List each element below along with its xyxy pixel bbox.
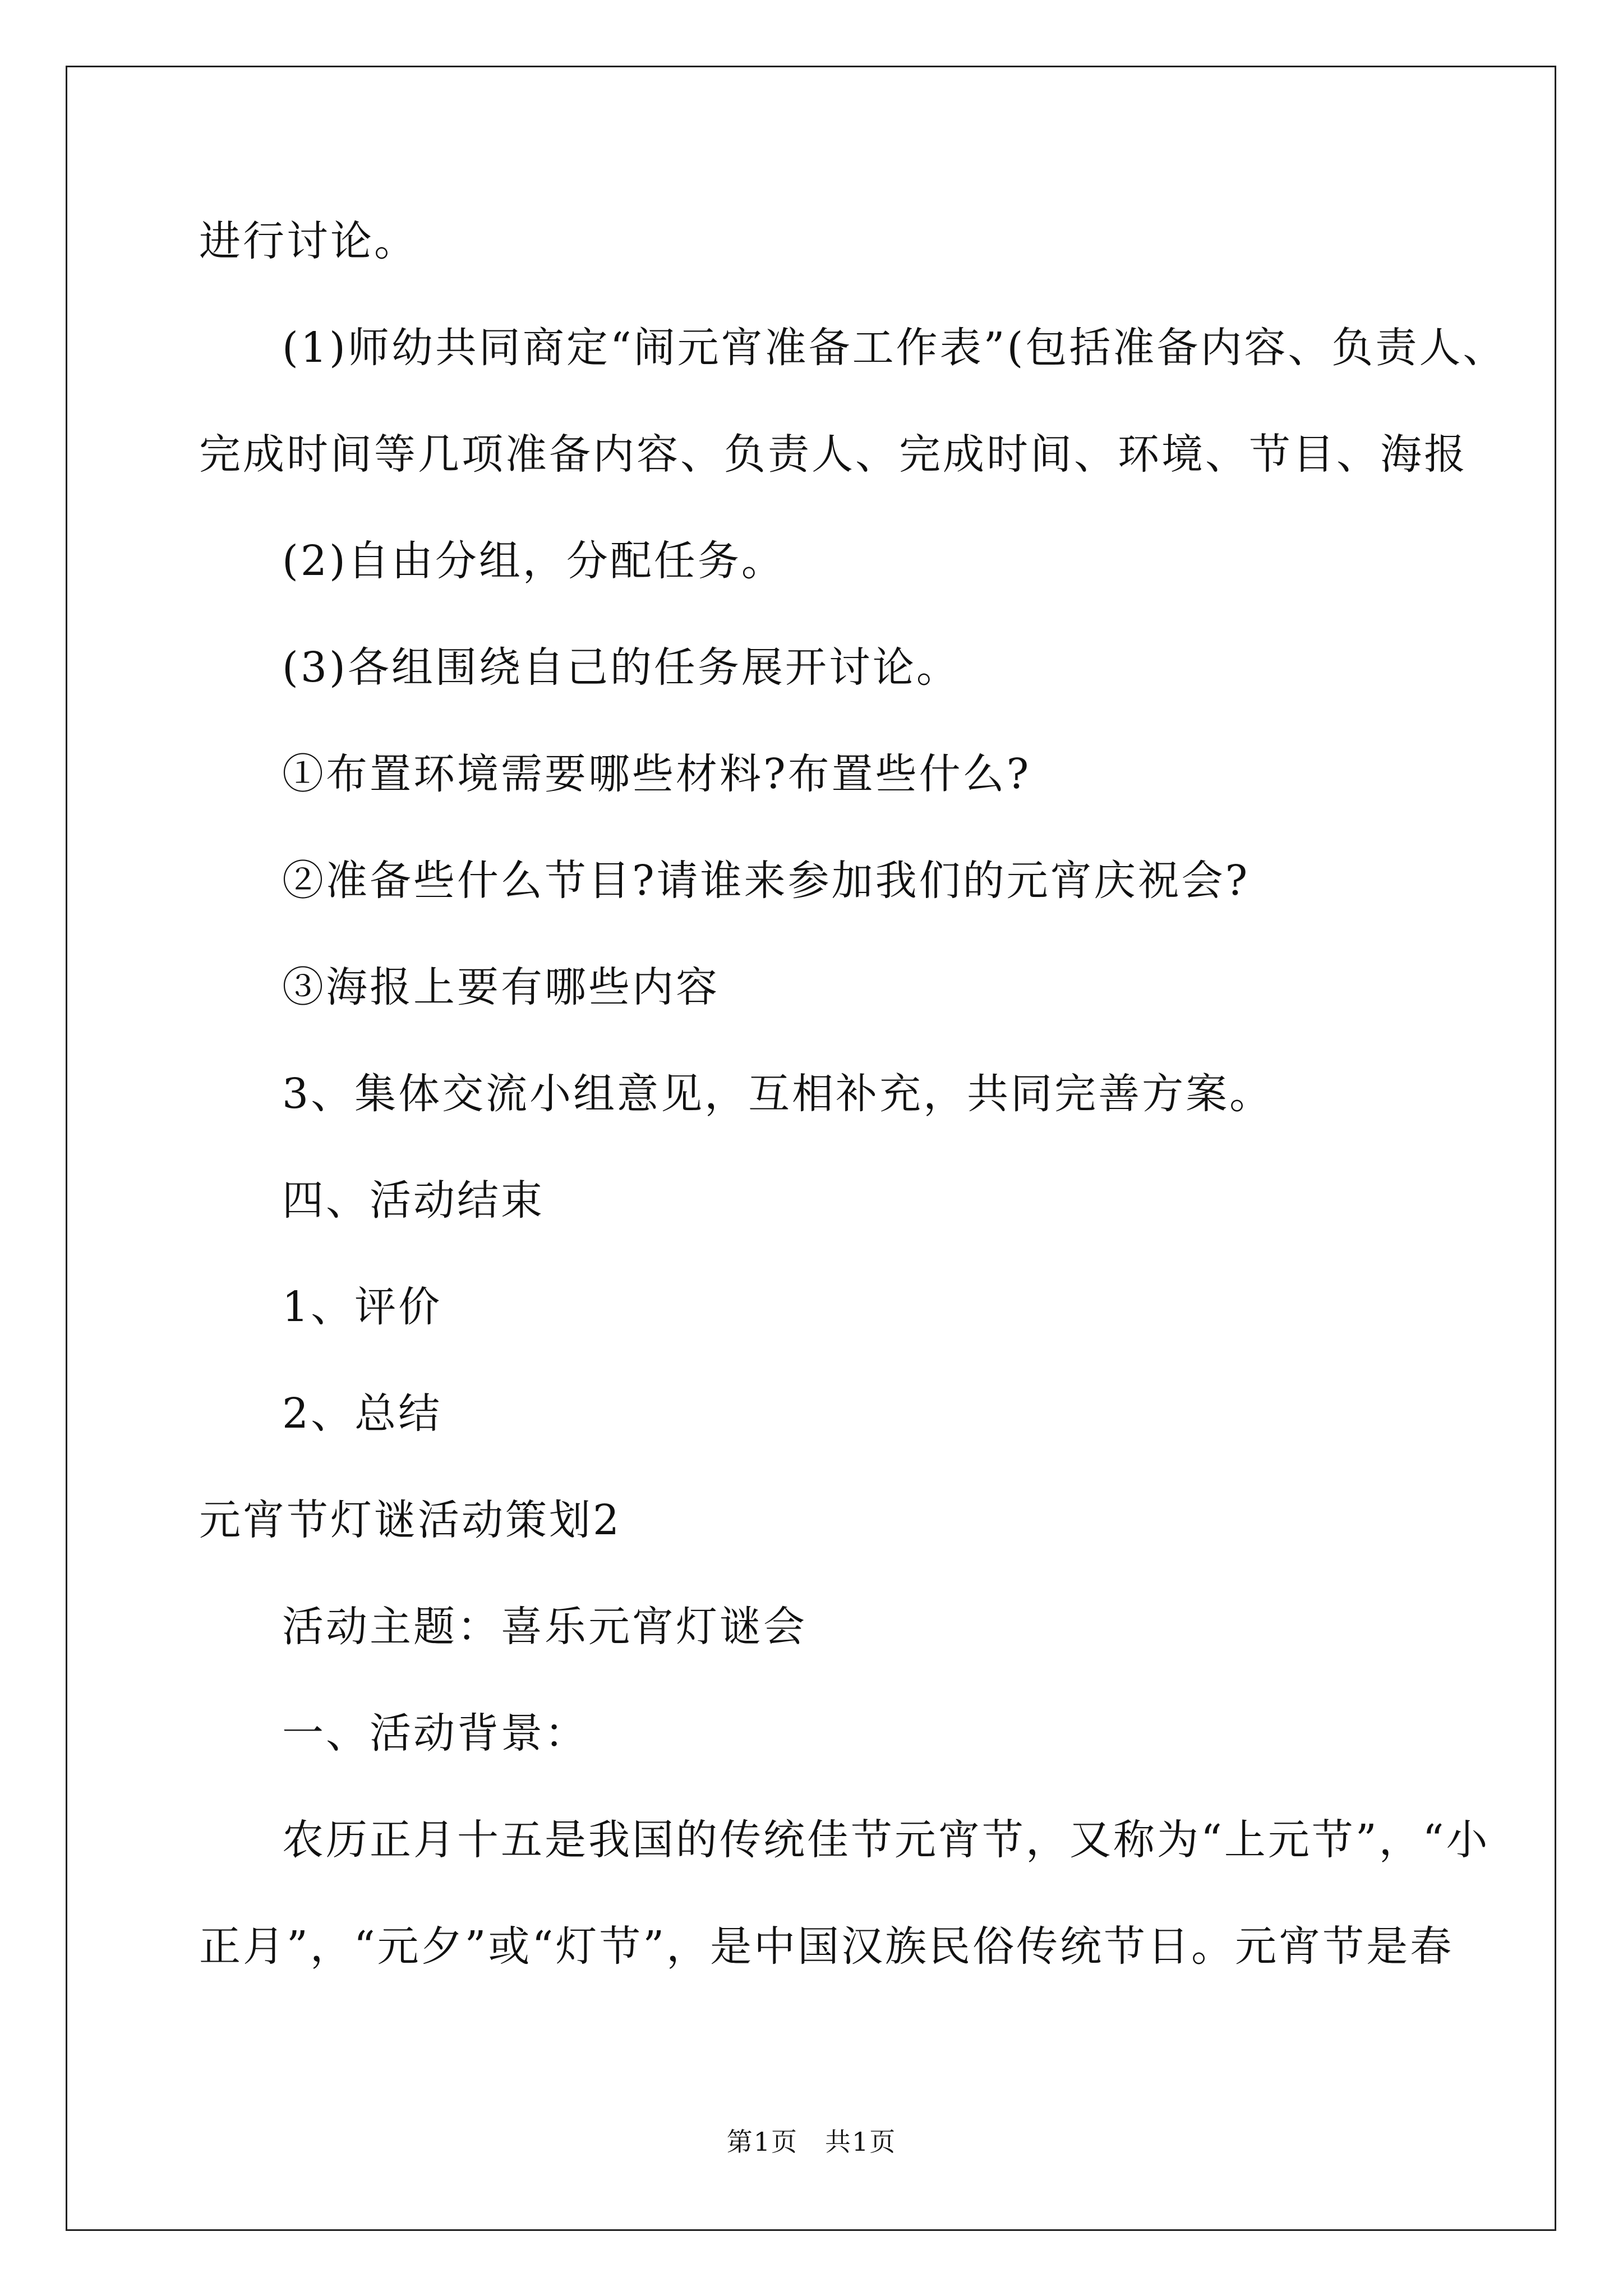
paragraph-line: ①布置环境需要哪些材料?布置些什么? bbox=[282, 750, 1031, 798]
document-title: 元宵节灯谜活动策划2 bbox=[199, 1496, 622, 1544]
paragraph-line: 3、集体交流小组意见，互相补充，共同完善方案。 bbox=[282, 1070, 1274, 1118]
paragraph-line: 1、评价 bbox=[282, 1283, 442, 1331]
section-heading: 四、活动结束 bbox=[282, 1176, 545, 1225]
page-border bbox=[66, 66, 1556, 2231]
paragraph-line: (3)各组围绕自己的任务展开讨论。 bbox=[282, 643, 960, 692]
paragraph-line: 进行讨论。 bbox=[199, 217, 418, 265]
paragraph-line: ②准备些什么节目?请谁来参加我们的元宵庆祝会? bbox=[282, 857, 1250, 905]
paragraph-line: 农历正月十五是我国的传统佳节元宵节，又称为“上元节”，“小 bbox=[282, 1816, 1490, 1864]
paragraph-line: (2)自由分组，分配任务。 bbox=[282, 537, 785, 585]
paragraph-line: 2、总结 bbox=[282, 1389, 442, 1438]
paragraph-line: 完成时间等几项准备内容、负责人、完成时间、环境、节目、海报 bbox=[199, 430, 1468, 478]
paragraph-line: (1)师幼共同商定“闹元宵准备工作表”(包括准备内容、负责人、 bbox=[282, 324, 1507, 372]
paragraph-line: ③海报上要有哪些内容 bbox=[282, 963, 720, 1011]
paragraph-line: 活动主题：喜乐元宵灯谜会 bbox=[282, 1603, 807, 1651]
section-heading: 一、活动背景： bbox=[282, 1709, 588, 1757]
page-footer: 第1页 共1页 bbox=[726, 2127, 897, 2157]
paragraph-line: 正月”，“元夕”或“灯节”，是中国汉族民俗传统节日。元宵节是春 bbox=[199, 1922, 1454, 1971]
